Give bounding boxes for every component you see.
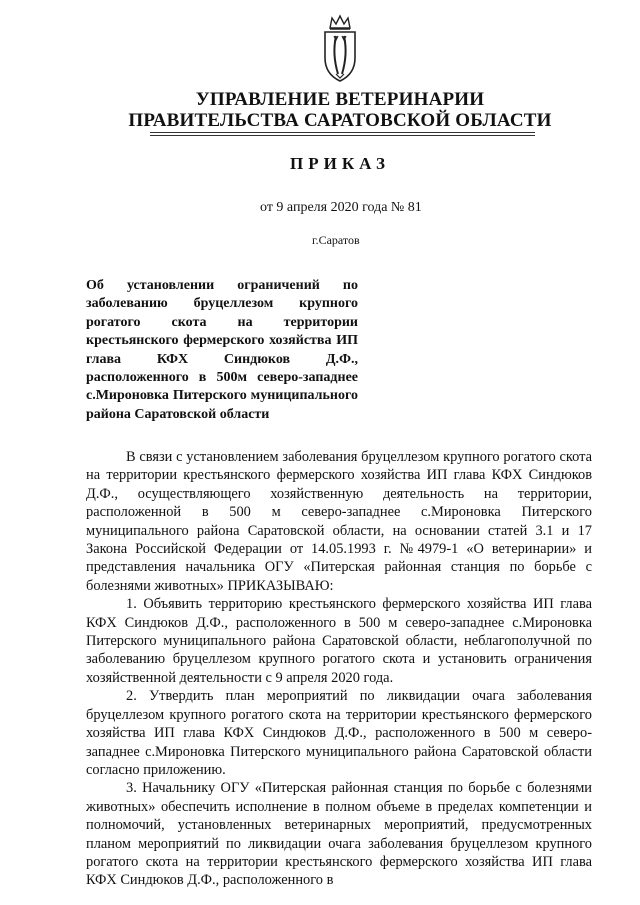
- saratov-coat-of-arms-icon: [318, 14, 362, 84]
- document-title: ПРИКАЗ: [290, 154, 390, 173]
- order-item-2: 2. Утвердить план мероприятий по ликвидации очага заболевания бруцеллезом крупного рогатого скота на территории крестьянского фермерского хозяйства ИП глава КФХ Синдюков Д.Ф., расположенного в 500 м северо-западнее с.Мироновка Питерского муниципального района Саратовской области согласно приложению.: [86, 688, 592, 778]
- document-subject: Об установлении ограничений по заболеванию бруцеллезом крупного рогатого скота на территории крестьянского фермерского хозяйства ИП глава КФХ Синдюков Д.Ф., расположенного в 500м северо-западнее с.Мироновка Питерского муниципального района Саратовской области: [86, 278, 358, 422]
- header-divider-bottom: [150, 135, 535, 136]
- document-city: г.Саратов: [312, 233, 360, 247]
- header-divider-top: [150, 132, 535, 133]
- document-date-number: от 9 апреля 2020 года № 81: [260, 200, 422, 215]
- organization-name-line2: ПРАВИТЕЛЬСТВА САРАТОВСКОЙ ОБЛАСТИ: [128, 110, 552, 131]
- document-body: [86, 448, 592, 890]
- organization-name-line1: УПРАВЛЕНИЕ ВЕТЕРИНАРИИ: [195, 89, 485, 110]
- order-item-1: 1. Объявить территорию крестьянского фермерского хозяйства ИП глава КФХ Синдюков Д.Ф., расположенного в 500 м северо-западнее с.Мироновка Питерского муниципального района Саратовской области, неблагополучной по заболеванию бруцеллезом крупного рогатого скота и установить ограничения хозяйственной деятельности с 9 апреля 2020 года.: [86, 596, 592, 686]
- preamble-paragraph: В связи с установлением заболевания бруцеллезом крупного рогатого скота на территории крестьянского фермерского хозяйства ИП глава КФХ Синдюков Д.Ф., осуществляющего хозяйственную деятельность на территории, расположенной в 500 м северо-западнее с.Мироновка Питерского муниципального района Саратовской области, на основании статей 3.1 и 17 Закона Российской Федерации от 14.05.1993 г. №4979-1 «О ветеринарии» и представления начальника ОГУ «Питерская районная станция по борьбе с болезнями животных» ПРИКАЗЫВАЮ:: [86, 449, 592, 594]
- order-item-3: 3. Начальнику ОГУ «Питерская районная станция по борьбе с болезнями животных» обеспечить исполнение в полном объеме в пределах компетенции и полномочий, установленных ветеринарных мероприятий, предусмотренных планом мероприятий по ликвидации очага заболевания бруцеллезом крупного рогатого скота на территории крестьянского фермерского хозяйства ИП глава КФХ Синдюков Д.Ф., расположенного в: [86, 780, 592, 889]
